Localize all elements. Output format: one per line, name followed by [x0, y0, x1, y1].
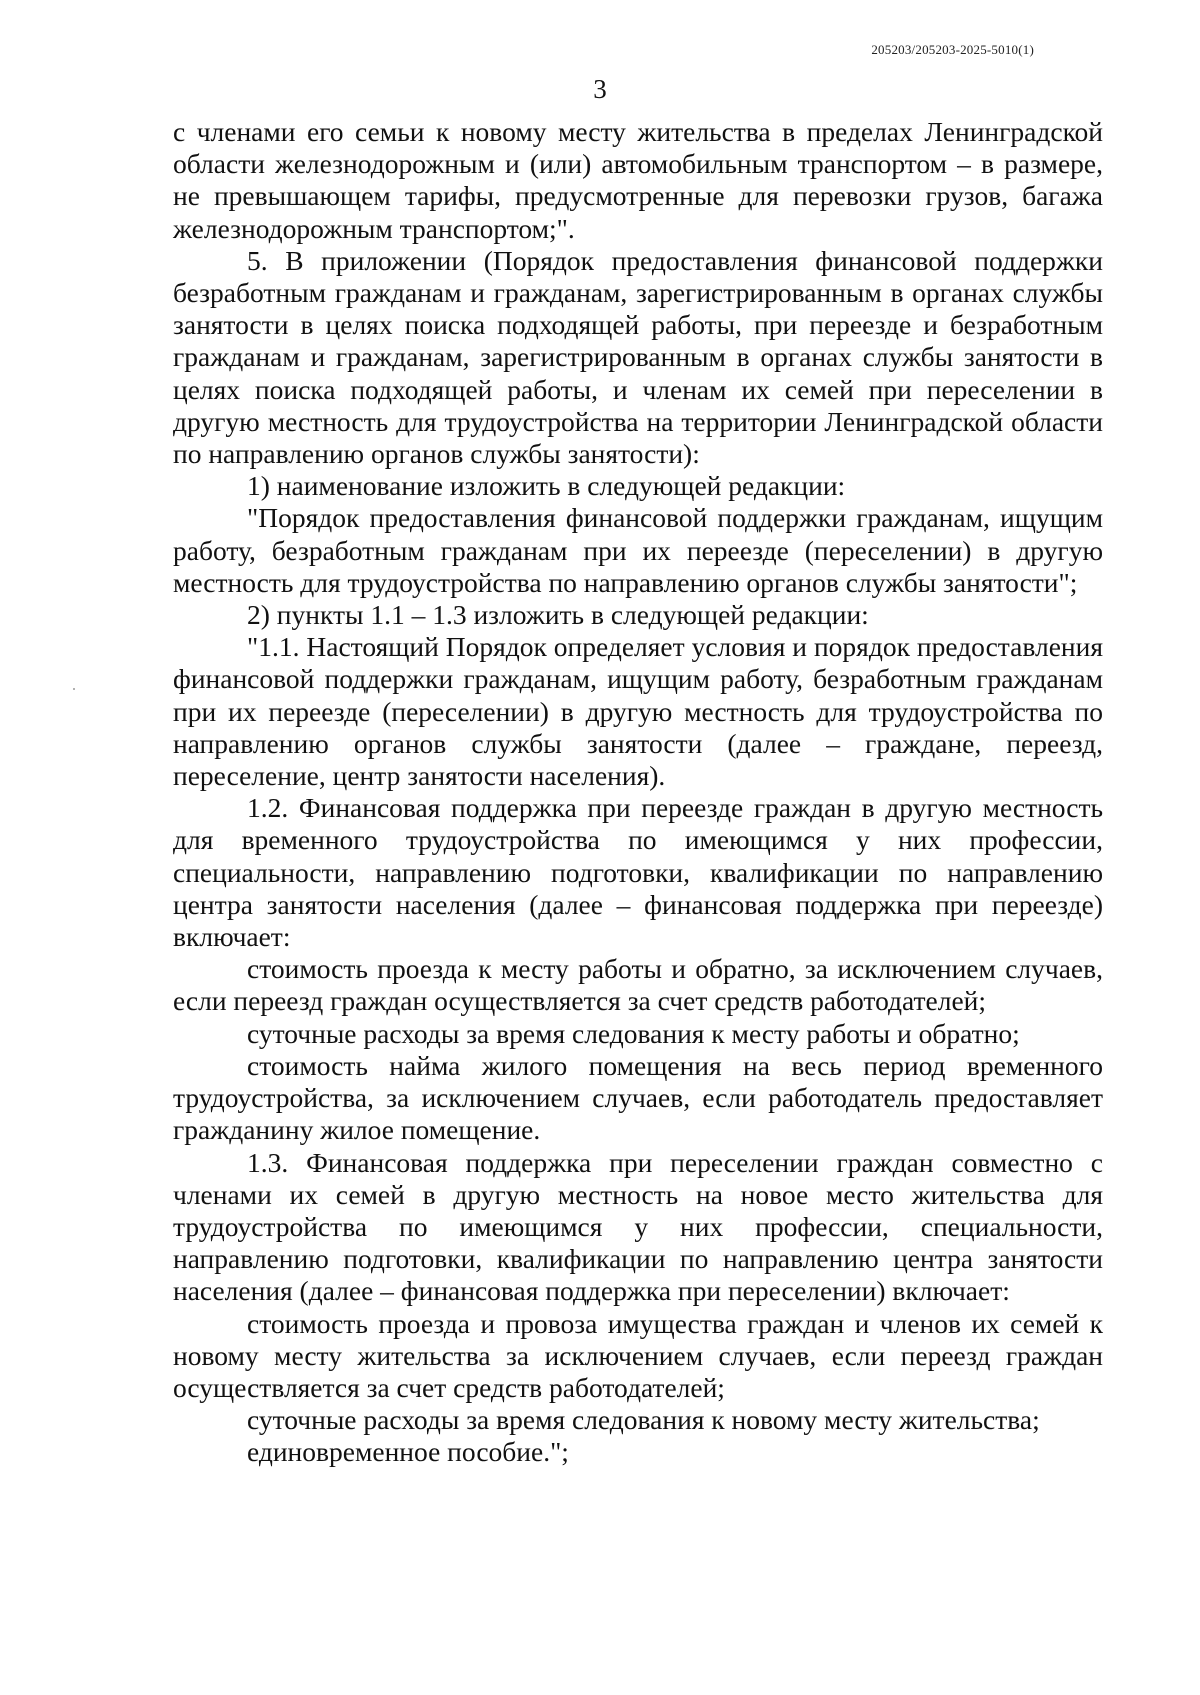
- paragraph: 1.3. Финансовая поддержка при переселении граждан совместно с членами их семей в другую местность на новое место жительства для трудоустройства по имеющимся у них профессии, специальности, направлению подготовки, квалификации по направлению центра занятости населения (далее – финансовая поддержка при переселении) включает:: [173, 1146, 1103, 1307]
- paragraph: стоимость проезда и провоза имущества граждан и членов их семей к новому месту жительства за исключением случаев, если переезд граждан осуществляется за счет средств работодателей;: [173, 1307, 1103, 1403]
- scan-speck: [73, 688, 75, 690]
- paragraph: 1.2. Финансовая поддержка при переезде граждан в другую местность для временного трудоустройства по имеющимся у них профессии, специальности, направлению подготовки, квалификации по направлению центра занятости населения (далее – финансовая поддержка при переезде) включает:: [173, 792, 1103, 953]
- page-number: 3: [593, 74, 607, 104]
- paragraph: стоимость найма жилого помещения на весь период временного трудоустройства, за исключением случаев, если работодатель предоставляет гражданину жилое помещение.: [173, 1049, 1103, 1146]
- document-id: 205203/205203-2025-5010(1): [871, 42, 1034, 57]
- paragraph: "1.1. Настоящий Порядок определяет условия и порядок предоставления финансовой поддержки гражданам, ищущим работу, безработным гражданам при их переезде (переселении) в другую местность для трудоустройства по направлению органов службы занятости (далее – граждане, переезд, переселение, центр занятости населения).: [173, 631, 1103, 792]
- paragraph: 5. В приложении (Порядок предоставления финансовой поддержки безработным гражданам и гражданам, зарегистрированным в органах службы занятости в целях поиска подходящей работы, при переезде и безработным гражданам и гражданам, зарегистрированным в органах службы занятости в целях поиска подходящей работы, и членам их семей при переселении в другую местность для трудоустройства на территории Ленинградской области по направлению органов службы занятости):: [173, 244, 1103, 470]
- paragraph: суточные расходы за время следования к месту работы и обратно;: [247, 1017, 1020, 1049]
- document-body: [173, 116, 1103, 1469]
- paragraph: суточные расходы за время следования к новому месту жительства;: [247, 1404, 1040, 1436]
- paragraph: 2) пункты 1.1 – 1.3 изложить в следующей редакции:: [247, 599, 869, 631]
- paragraph: стоимость проезда к месту работы и обратно, за исключением случаев, если переезд граждан осуществляется за счет средств работодателей;: [173, 953, 1103, 1017]
- paragraph: 1) наименование изложить в следующей редакции:: [247, 470, 846, 502]
- paragraph: единовременное пособие.";: [247, 1436, 569, 1468]
- paragraph: "Порядок предоставления финансовой поддержки гражданам, ищущим работу, безработным гражданам при их переезде (переселении) в другую местность для трудоустройства по направлению органов службы занятости";: [173, 502, 1103, 598]
- paragraph: с членами его семьи к новому месту жительства в пределах Ленинградской области железнодорожным и (или) автомобильным транспортом – в размере, не превышающем тарифы, предусмотренные для перевозки грузов, багажа железнодорожным транспортом;".: [173, 116, 1103, 244]
